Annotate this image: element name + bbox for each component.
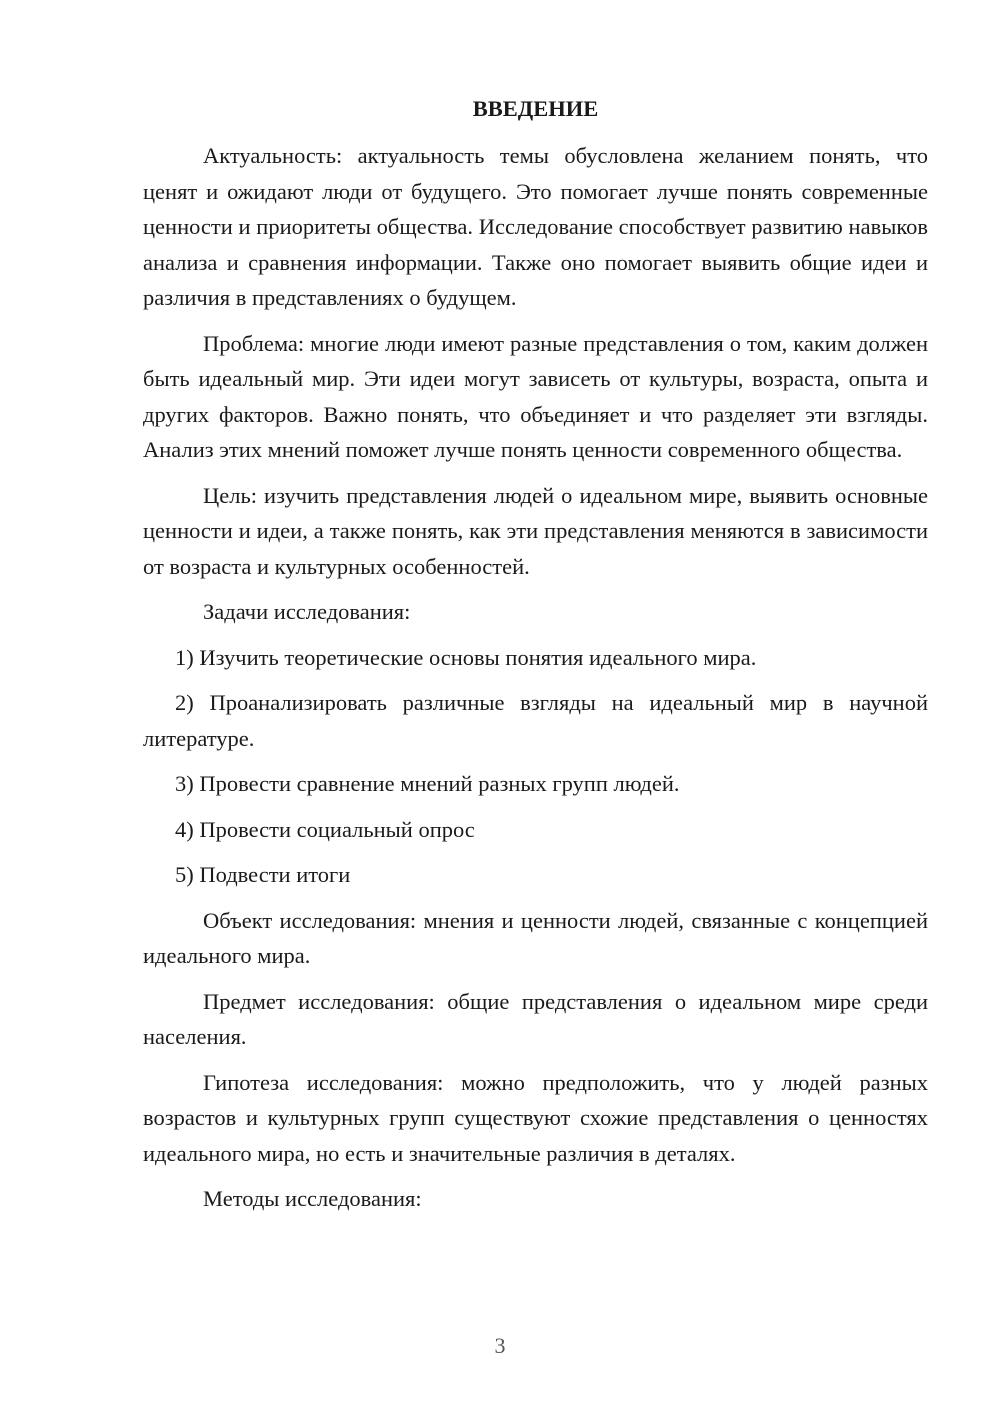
task-item-5: 5) Подвести итоги: [175, 862, 351, 887]
section-heading: ВВЕДЕНИЕ: [472, 96, 599, 121]
paragraph-object: Объект исследования: мнения и ценности людей, связанные с концепцией идеального мира.: [143, 907, 928, 968]
paragraph-subject: Предмет исследования: общие представления о идеальном мире среди населения.: [143, 988, 928, 1049]
paragraph-relevance: Актуальность: актуальность темы обусловлена желанием понять, что ценят и ожидают люди от будущего. Это помогает лучше понять современные ценности и приоритеты общества. Исследование способствует развитию навыков анализа и сравнения информации. Также оно помогает выявить общие идеи и различия в представлениях о будущем.: [143, 143, 928, 310]
paragraph-methods: Методы исследования:: [203, 1186, 422, 1211]
paragraph-tasks-heading: Задачи исследования:: [203, 599, 411, 624]
document-page: [143, 90, 928, 1227]
task-item-3: 3) Провести сравнение мнений разных групп людей.: [175, 771, 680, 796]
page-number: 3: [494, 1333, 506, 1358]
task-item-4: 4) Провести социальный опрос: [175, 816, 475, 842]
task-item-1: 1) Изучить теоретические основы понятия идеального мира.: [175, 644, 757, 670]
task-item-2: 2) Проанализировать различные взгляды на идеальный мир в научной литературе.: [143, 690, 928, 751]
paragraph-goal: Цель: изучить представления людей о идеальном мире, выявить основные ценности и идеи, а также понять, как эти представления меняются в зависимости от возраста и культурных особенностей.: [143, 482, 928, 579]
paragraph-hypothesis: Гипотеза исследования: можно предположить, что у людей разных возрастов и культурных групп существуют схожие представления о ценностях идеального мира, но есть и значительные различия в деталях.: [143, 1069, 928, 1166]
paragraph-problem: Проблема: многие люди имеют разные представления о том, каким должен быть идеальный мир. Эти идеи могут зависеть от культуры, возраста, опыта и других факторов. Важно понять, что объединяет и что разделяет эти взгляды. Анализ этих мнений поможет лучше понять ценности современного общества.: [143, 330, 928, 462]
